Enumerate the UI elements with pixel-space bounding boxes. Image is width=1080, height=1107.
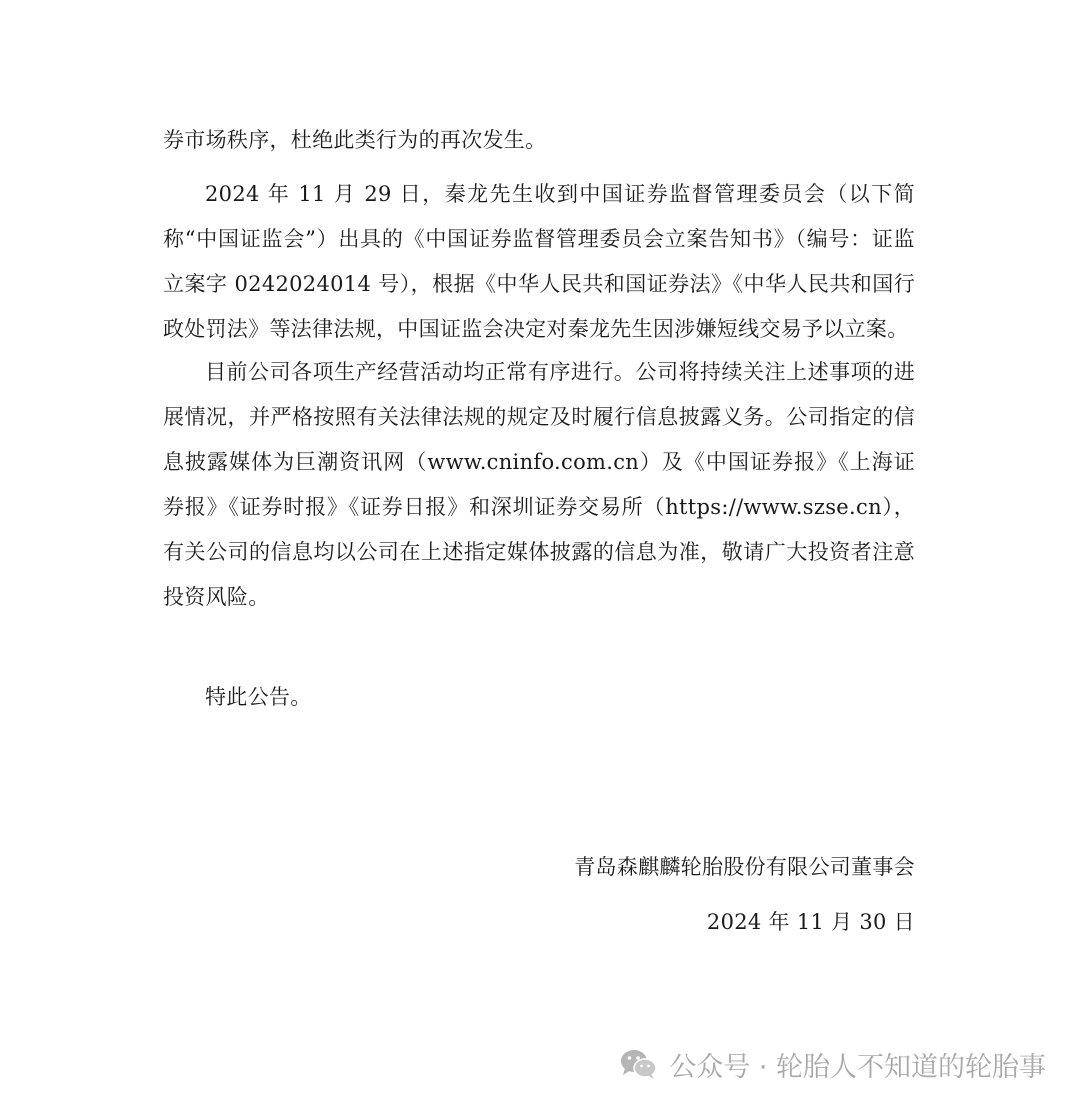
wechat-icon — [619, 1047, 659, 1081]
paragraph-case-filing: 2024 年 11 月 29 日，秦龙先生收到中国证券监督管理委员会（以下简称“中国证监会”）出具的《中国证券监督管理委员会立案告知书》（编号：证监立案字 0242024014 号），根据《中华人民共和国证券法》《中华人民共和国行政处罚法》等法律法规，中国证监会决定对秦龙先生因涉嫌短线交易予以立案。 — [163, 182, 915, 341]
paragraph-continuation: 券市场秩序，杜绝此类行为的再次发生。 — [163, 128, 547, 152]
wechat-watermark — [619, 1042, 1046, 1086]
signer-board: 青岛森麒麟轮胎股份有限公司董事会 — [574, 855, 915, 879]
closing-statement: 特此公告。 — [205, 685, 312, 709]
announcement-date: 2024 年 11 月 30 日 — [706, 910, 915, 934]
watermark-text: 公众号 · 轮胎人不知道的轮胎事 — [669, 1051, 1046, 1083]
paragraph-operations-disclosure: 目前公司各项生产经营活动均正常有序进行。公司将持续关注上述事项的进展情况，并严格按照有关法律法规的规定及时履行信息披露义务。公司指定的信息披露媒体为巨潮资讯网（www.cninfo.com.cn）及《中国证券报》《上海证券报》《证券时报》《证券日报》和深圳证券交易所（https://www.szse.cn），有关公司的信息均以公司在上述指定媒体披露的信息为准，敬请广大投资者注意投资风险。 — [163, 360, 915, 609]
